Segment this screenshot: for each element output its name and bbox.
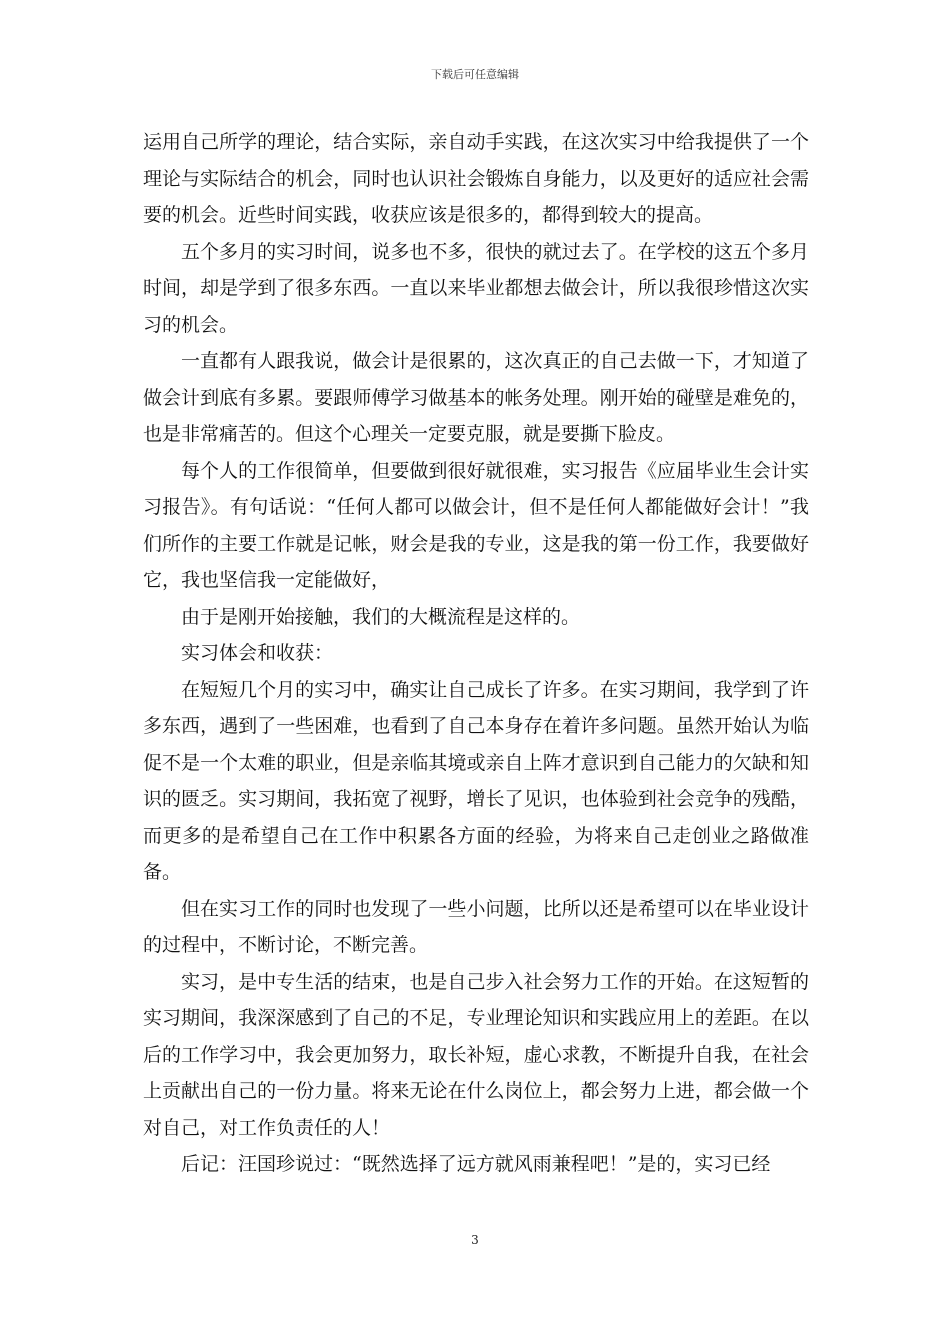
paragraph: 后记：汪国珍说过：“既然选择了远方就风雨兼程吧！”是的，实习已经	[181, 1153, 771, 1175]
paragraph: 一直都有人跟我说，做会计是很累的，这次真正的自己去做一下，才知道了做会计到底有多累。要跟师傅学习做基本的帐务处理。刚开始的碰壁是难免的，也是非常痛苦的。但这个心理关一定要克服，就是要撕下脸皮。	[143, 350, 809, 445]
paragraph: 由于是刚开始接触，我们的大概流程是这样的。	[181, 605, 581, 628]
section-heading: 实习体会和收获：	[181, 642, 334, 664]
paragraph: 每个人的工作很简单，但要做到很好就很难，实习报告《应届毕业生会计实习报告》。有句话说：“任何人都可以做会计，但不是任何人都能做好会计！”我们所作的主要工作就是记帐，财会是我的专业，这是我的第一份工作，我要做好它，我也坚信我一定能做好，	[143, 459, 809, 591]
paragraph: 在短短几个月的实习中，确实让自己成长了许多。在实习期间，我学到了许多东西，遇到了一些困难，也看到了自己本身存在着许多问题。虽然开始认为临促不是一个太难的职业，但是亲临其境或亲自上阵才意识到自己能力的欠缺和知识的匮乏。实习期间，我拓宽了视野，增长了见识，也体验到社会竞争的残酷，而更多的是希望自己在工作中积累各方面的经验，为将来自己走创业之路做准备。	[143, 678, 809, 883]
paragraph: 实习，是中专生活的结束，也是自己步入社会努力工作的开始。在这短暂的实习期间，我深深感到了自己的不足，专业理论知识和实践应用上的差距。在以后的工作学习中，我会更加努力，取长补短，虚心求教，不断提升自我，在社会上贡献出自己的一份力量。将来无论在什么岗位上，都会努力上进，都会做一个对自己，对工作负责任的人！	[143, 970, 809, 1139]
paragraph: 五个多月的实习时间，说多也不多，很快的就过去了。在学校的这五个多月时间，却是学到了很多东西。一直以来毕业都想去做会计，所以我很珍惜这次实习的机会。	[143, 240, 809, 336]
paragraph: 但在实习工作的同时也发现了一些小问题，比所以还是希望可以在毕业设计的过程中，不断讨论，不断完善。	[143, 897, 809, 956]
page-header: 下载后可任意编辑	[431, 68, 519, 81]
paragraph: 运用自己所学的理论，结合实际，亲自动手实践，在这次实习中给我提供了一个理论与实际结合的机会，同时也认识社会锻炼自身能力，以及更好的适应社会需要的机会。近些时间实践，收获应该是很多的，都得到较大的提高。	[143, 131, 809, 226]
page-number: 3	[471, 1233, 479, 1247]
document-body	[143, 124, 809, 1183]
